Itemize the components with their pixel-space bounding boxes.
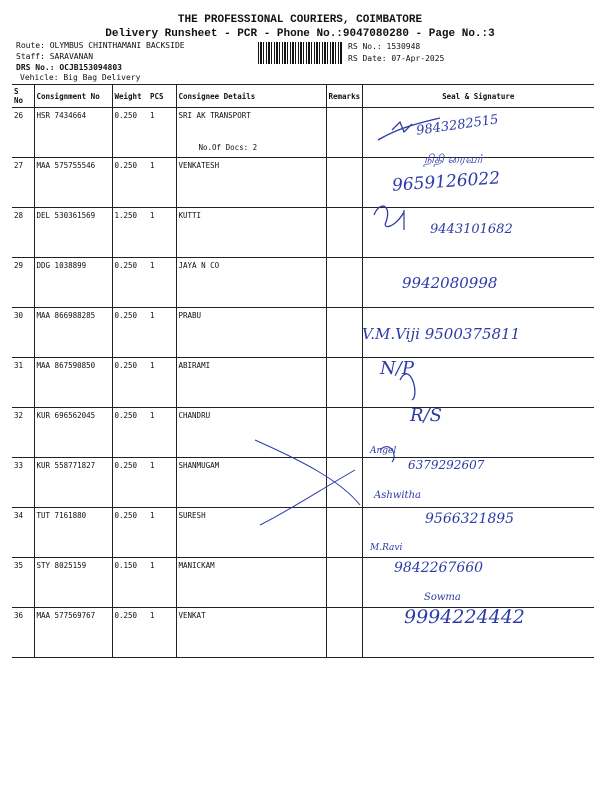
cell-weight-text: 0.250 xyxy=(114,611,138,620)
cell-consignee-text: VENKATESH xyxy=(178,161,220,170)
sig-r33: 6379292607 xyxy=(408,458,485,472)
cell-sno-text: 35 xyxy=(14,561,24,570)
cell-weight-text: 0.250 xyxy=(114,261,138,270)
cell-pcs-text: 1 xyxy=(150,411,155,420)
col-consignment: Consignment No xyxy=(34,85,112,108)
sig-r34: 9566321895 xyxy=(425,511,515,527)
cell-sno-text: 31 xyxy=(14,361,24,370)
cell-consignee-text: SHANMUGAM xyxy=(178,461,220,470)
sig-r29: 9942080998 xyxy=(402,274,498,292)
cell-sno-text: 27 xyxy=(14,161,24,170)
sig-r34-name: Ashwitha xyxy=(374,490,421,501)
cell-consignee-text: JAYA N CO xyxy=(178,261,220,270)
sig-r27b: 9659126022 xyxy=(391,168,501,196)
cell-weight-text: 0.250 xyxy=(114,311,138,320)
vehicle-label: Vehicle: Big Bag Delivery xyxy=(20,73,141,82)
cell-pcs-text: 1 xyxy=(150,211,155,220)
company-title: THE PROFESSIONAL COURIERS, COIMBATORE xyxy=(177,14,423,26)
cell-sno-text: 28 xyxy=(14,211,24,220)
col-seal: Seal & Signature xyxy=(362,85,594,108)
staff-label: Staff: SARAVANAN xyxy=(16,52,94,61)
cell-pcs-text: 1 xyxy=(150,611,155,620)
sig-r30: V.M.Viji 9500375811 xyxy=(362,325,521,343)
sig-r33-name: Angel xyxy=(370,446,397,456)
cell-sno-text: 29 xyxy=(14,261,24,270)
col-sno: S No xyxy=(12,85,34,108)
rs-number: RS No.: 1530948 xyxy=(348,42,421,51)
cell-pcs-text: 1 xyxy=(150,511,155,520)
cell-consignment-text: KUR 696562045 xyxy=(36,411,96,420)
cell-consignment-text: MAA 577569767 xyxy=(36,611,96,620)
sig-r31: N/P xyxy=(380,358,414,379)
sig-r27a: நிதி ரைவர் xyxy=(424,152,483,166)
cell-weight-text: 0.250 xyxy=(114,111,138,120)
cell-consignee-text: ABIRAMI xyxy=(178,361,211,370)
cell-pcs-text: 1 xyxy=(150,561,155,570)
cell-weight-text: 0.150 xyxy=(114,561,138,570)
cell-consignment-text: KUR 558771827 xyxy=(36,461,96,470)
cell-sno-text: 36 xyxy=(14,611,24,620)
col-weight: Weight xyxy=(112,85,148,108)
cell-sno-text: 26 xyxy=(14,111,24,120)
cell-consignment-text: HSR 7434664 xyxy=(36,111,87,120)
cell-consignee-text: KUTTI xyxy=(178,211,202,220)
cell-consignee-text: CHANDRU xyxy=(178,411,211,420)
col-pcs: PCS xyxy=(148,85,176,108)
cell-weight-text: 0.250 xyxy=(114,361,138,370)
cell-pcs-text: 1 xyxy=(150,461,155,470)
docs-count: No.Of Docs: 2 xyxy=(198,143,258,152)
cell-consignee-text: SRI AK TRANSPORT xyxy=(178,111,251,120)
sig-r32: R/S xyxy=(410,405,442,426)
sig-r36: 9994224442 xyxy=(404,606,525,628)
cell-consignee-text: PRABU xyxy=(178,311,202,320)
cell-consignment-text: DDG 1038899 xyxy=(36,261,87,270)
cell-weight-text: 0.250 xyxy=(114,511,138,520)
cell-consignee-text: SURESH xyxy=(178,511,206,520)
route-label: Route: OLYMBUS CHINTHAMANI BACKSIDE xyxy=(16,41,185,50)
sig-r35a: M.Ravi xyxy=(370,543,403,553)
col-remarks: Remarks xyxy=(326,85,362,108)
cell-weight-text: 0.250 xyxy=(114,161,138,170)
cell-sno-text: 33 xyxy=(14,461,24,470)
cell-weight-text: 1.250 xyxy=(114,211,138,220)
sig-r36-name: Sowma xyxy=(424,592,461,603)
cell-pcs-text: 1 xyxy=(150,111,155,120)
cell-weight-text: 0.250 xyxy=(114,411,138,420)
cell-pcs-text: 1 xyxy=(150,161,155,170)
cell-consignment-text: MAA 866988285 xyxy=(36,311,96,320)
cell-consignment-text: TUT 7161880 xyxy=(36,511,87,520)
cell-pcs-text: 1 xyxy=(150,361,155,370)
cell-sno-text: 30 xyxy=(14,311,24,320)
cell-sno-text: 34 xyxy=(14,511,24,520)
cell-sno-text: 32 xyxy=(14,411,24,420)
cell-consignment-text: MAA 575755546 xyxy=(36,161,96,170)
sig-r26: 9843282515 xyxy=(415,112,500,139)
cell-pcs-text: 1 xyxy=(150,261,155,270)
cell-consignment-text: MAA 867590850 xyxy=(36,361,96,370)
runsheet-subtitle: Delivery Runsheet - PCR - Phone No.:9047080280 - Page No.:3 xyxy=(105,28,495,40)
col-consignee: Consignee Details xyxy=(176,85,326,108)
sig-r35b: 9842267660 xyxy=(394,560,484,576)
cell-consignee-text: MANICKAM xyxy=(178,561,215,570)
cell-consignment-text: DEL 530361569 xyxy=(36,211,96,220)
sig-r28: 9443101682 xyxy=(430,222,513,237)
cell-consignee-text: VENKAT xyxy=(178,611,206,620)
cell-consignment-text: STY 8025159 xyxy=(36,561,87,570)
cell-pcs-text: 1 xyxy=(150,311,155,320)
cell-weight-text: 0.250 xyxy=(114,461,138,470)
rs-date: RS Date: 07-Apr-2025 xyxy=(348,54,445,63)
drs-label: DRS No.: OCJB153094803 xyxy=(16,63,122,72)
